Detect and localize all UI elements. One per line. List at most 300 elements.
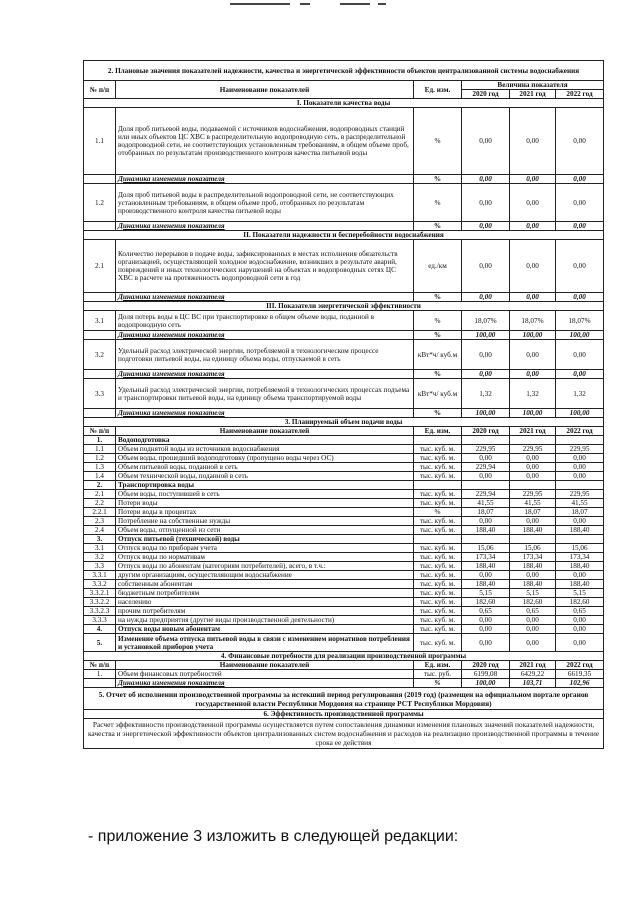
- value-cell: 188,40: [510, 526, 556, 535]
- dynamics-value: 0,00: [510, 175, 556, 184]
- value-cell: 0,00: [556, 340, 604, 370]
- subsection-title: I. Показатели качества воды: [84, 99, 604, 108]
- indicator-row: [84, 340, 604, 370]
- value-cell: 6619,35: [556, 670, 604, 679]
- text-row: [84, 719, 604, 749]
- row-number: 3.3: [84, 379, 116, 409]
- value-cell: 0,65: [556, 607, 604, 616]
- indicator-name: Удельный расход электрической энергии, потребляемой в технологических процессах подъема и транспортировки питьевой воды, на единицу объема транспортируемой воды: [116, 379, 414, 409]
- indicator-name: бюджетным потребителям: [116, 589, 414, 598]
- value-cell: [462, 535, 510, 544]
- dynamics-label: Динамика изменения показателя: [116, 293, 414, 302]
- value-cell: 5,15: [556, 589, 604, 598]
- header-year: 2021 год: [510, 661, 556, 670]
- dynamics-value: 0,00: [462, 222, 510, 231]
- value-cell: 0,00: [510, 454, 556, 463]
- value-cell: [556, 481, 604, 490]
- dynamics-row: [84, 370, 604, 379]
- row-number: 1.2: [84, 184, 116, 222]
- section-6-text: Расчет эффективности производственной программы осуществляется путем сопоставления динамики изменения плановых значений показателей надежности, качества и энергетической эффективности объектов централизованных систем водоснабжения и расходов на реализацию производственной программы в течение срока ее действия: [84, 719, 604, 749]
- indicator-name: Количество перерывов в подаче воды, зафиксированных в местах исполнения обязательств организацией, осуществляющей холодное водоснабжение, возникших в результате аварий, повреждений и иных технологических нарушений на объектах и водопроводных сетях ЦС ХВС в расчете на протяженность водопроводной сети в год: [116, 240, 414, 293]
- value-cell: 41,55: [510, 499, 556, 508]
- section-3-title: 3. Планируемый объем подачи воды: [84, 418, 604, 427]
- value-cell: 15,06: [510, 544, 556, 553]
- value-cell: 229,95: [462, 445, 510, 454]
- indicator-name: Доля проб питьевой воды, подаваемой с источников водоснабжения, водопроводных станций или иных объектов ЦС ХВС в распределительную водопроводную сеть, в распределительной водопроводной сети, не соответствующих установленным требованиям, в общем объеме проб, отобранных по результатам производственного контроля качества питьевой воды: [116, 108, 414, 175]
- value-cell: 0,00: [556, 517, 604, 526]
- dynamics-value: 0,00: [556, 175, 604, 184]
- value-cell: 0,00: [510, 340, 556, 370]
- unit-cell: тыс. куб. м.: [414, 490, 462, 499]
- row-number: 1.1: [84, 108, 116, 175]
- value-cell: 41,55: [556, 499, 604, 508]
- value-cell: 0,00: [462, 240, 510, 293]
- volume-row: [84, 589, 604, 598]
- value-cell: 229,95: [556, 490, 604, 499]
- row-number: 4.: [84, 625, 116, 634]
- volume-row: [84, 544, 604, 553]
- value-cell: 1,32: [510, 379, 556, 409]
- header-year: 2022 год: [556, 427, 604, 436]
- row-number: 3.1: [84, 311, 116, 331]
- header-name: Наименование показателей: [116, 427, 414, 436]
- indicator-name: Транспортировка воды: [116, 481, 414, 490]
- dynamics-value: 0,00: [556, 293, 604, 302]
- value-cell: 0,00: [462, 571, 510, 580]
- unit-cell: %: [414, 222, 462, 231]
- indicator-name: Потребление на собственные нужды: [116, 517, 414, 526]
- volume-row: [84, 571, 604, 580]
- value-cell: [510, 535, 556, 544]
- value-cell: 100,00: [462, 679, 510, 688]
- dynamics-value: 0,00: [510, 293, 556, 302]
- unit-cell: тыс. куб. м.: [414, 616, 462, 625]
- row-number: 3.3.2: [84, 580, 116, 589]
- indicator-name: Объем воды, прошедший водоподготовку (пропущено воды через ОС): [116, 454, 414, 463]
- unit-cell: %: [414, 370, 462, 379]
- indicator-name: Водоподготовка: [116, 436, 414, 445]
- value-cell: 188,40: [556, 526, 604, 535]
- value-cell: 229,95: [556, 445, 604, 454]
- section-title-row: [84, 652, 604, 661]
- value-cell: 0,00: [510, 616, 556, 625]
- dynamics-value: 100,00: [462, 409, 510, 418]
- dynamics-value: 0,00: [556, 222, 604, 231]
- value-cell: 229,95: [510, 490, 556, 499]
- volume-row: [84, 472, 604, 481]
- indicator-name: Объем поднятой воды из источников водоснабжения: [116, 445, 414, 454]
- dynamics-value: 0,00: [556, 370, 604, 379]
- value-cell: [556, 535, 604, 544]
- value-cell: 0,00: [510, 625, 556, 634]
- value-cell: 18,07: [510, 508, 556, 517]
- section-title-row: [84, 710, 604, 719]
- unit-cell: кВт*ч/ куб.м: [414, 379, 462, 409]
- volume-row: [84, 436, 604, 445]
- value-cell: 188,40: [462, 526, 510, 535]
- value-cell: [510, 436, 556, 445]
- dynamics-value: 0,00: [462, 293, 510, 302]
- row-number: 3.3.2.1: [84, 589, 116, 598]
- header-unit: Ед. изм.: [414, 81, 462, 99]
- value-cell: 5,15: [510, 589, 556, 598]
- value-cell: 188,40: [510, 580, 556, 589]
- unit-cell: тыс. куб. м.: [414, 598, 462, 607]
- volume-row: [84, 517, 604, 526]
- value-cell: [462, 436, 510, 445]
- unit-cell: [414, 436, 462, 445]
- indicator-name: Отпуск воды новым абонентам: [116, 625, 414, 634]
- header-name: Наименование показателей: [116, 81, 414, 99]
- unit-cell: %: [414, 331, 462, 340]
- indicator-row: [84, 379, 604, 409]
- unit-cell: тыс. руб.: [414, 670, 462, 679]
- value-cell: 15,06: [556, 544, 604, 553]
- unit-cell: %: [414, 679, 462, 688]
- header-values: Величина показателя: [462, 81, 604, 90]
- value-cell: 18,07%: [462, 311, 510, 331]
- dynamics-value: 100,00: [556, 409, 604, 418]
- value-cell: [556, 436, 604, 445]
- empty-cell: [84, 370, 116, 379]
- header-year: 2020 год: [462, 90, 510, 99]
- indicator-name: Отпуск воды по нормативам: [116, 553, 414, 562]
- value-cell: 15,06: [462, 544, 510, 553]
- dynamics-value: 0,00: [510, 222, 556, 231]
- value-cell: 5,15: [462, 589, 510, 598]
- indicator-name: Отпуск воды по приборам учета: [116, 544, 414, 553]
- unit-cell: кВт*ч/ куб.м: [414, 340, 462, 370]
- value-cell: 0,00: [510, 634, 556, 652]
- row-number: 2.: [84, 481, 116, 490]
- unit-cell: тыс. куб. м.: [414, 445, 462, 454]
- unit-cell: тыс. куб. м.: [414, 634, 462, 652]
- row-number: 3.2: [84, 340, 116, 370]
- row-number: 1.2: [84, 454, 116, 463]
- value-cell: 18,07: [462, 508, 510, 517]
- indicator-name: населению: [116, 598, 414, 607]
- row-number: 1.4: [84, 472, 116, 481]
- header-no: № п/п: [84, 661, 116, 670]
- value-cell: 0,00: [462, 340, 510, 370]
- section-5-title: 5. Отчет об исполнении производственной программы за истекший период регулирования (2019 год) (размещен на официальном портале органов государственной власти Республики Мордовия на странице РСТ Республики Мордовия): [84, 688, 604, 710]
- row-number: 3.3: [84, 562, 116, 571]
- section-6-title: 6. Эффективность производственной программы: [84, 710, 604, 719]
- header-unit: Ед. изм.: [414, 661, 462, 670]
- volume-row: [84, 463, 604, 472]
- row-number: 2.4: [84, 526, 116, 535]
- dynamics-row: [84, 409, 604, 418]
- value-cell: 173,34: [556, 553, 604, 562]
- main-table: [83, 60, 604, 749]
- row-number: 3.1: [84, 544, 116, 553]
- indicator-name: Потери воды в процентах: [116, 508, 414, 517]
- indicator-name: прочим потребителям: [116, 607, 414, 616]
- header-unit: Ед. изм.: [414, 427, 462, 436]
- volume-row: [84, 562, 604, 571]
- section-title-row: [84, 61, 604, 81]
- row-number: 5.: [84, 634, 116, 652]
- indicator-name: Изменение объема отпуска питьевой воды в связи с изменением нормативов потребления и установкой приборов учета: [116, 634, 414, 652]
- indicator-name: собственным абонентам: [116, 580, 414, 589]
- value-cell: [462, 481, 510, 490]
- header-year: 2020 год: [462, 427, 510, 436]
- value-cell: 0,00: [462, 184, 510, 222]
- indicator-name: Объем воды, отпущенной из сети: [116, 526, 414, 535]
- value-cell: [510, 481, 556, 490]
- value-cell: 0,00: [462, 625, 510, 634]
- indicator-name: Объем технической воды, поданной в сеть: [116, 472, 414, 481]
- header-year: 2020 год: [462, 661, 510, 670]
- unit-cell: %: [414, 293, 462, 302]
- row-number: 3.3.1: [84, 571, 116, 580]
- value-cell: 0,00: [510, 108, 556, 175]
- header-year: 2022 год: [556, 90, 604, 99]
- section-title-row: [84, 418, 604, 427]
- indicator-name: Отпуск питьевой (технической) воды: [116, 535, 414, 544]
- value-cell: 0,65: [462, 607, 510, 616]
- header-year: 2021 год: [510, 90, 556, 99]
- unit-cell: тыс. куб. м.: [414, 562, 462, 571]
- row-number: 3.3.3: [84, 616, 116, 625]
- unit-cell: тыс. куб. м.: [414, 544, 462, 553]
- value-cell: 182,60: [462, 598, 510, 607]
- value-cell: 0,00: [462, 517, 510, 526]
- value-cell: 0,00: [556, 184, 604, 222]
- value-cell: 188,40: [556, 562, 604, 571]
- value-cell: 188,40: [556, 580, 604, 589]
- value-cell: 173,34: [510, 553, 556, 562]
- dynamics-label: Динамика изменения показателя: [116, 222, 414, 231]
- volume-row: [84, 499, 604, 508]
- value-cell: 0,00: [510, 472, 556, 481]
- volume-row: [84, 598, 604, 607]
- header-row: [84, 427, 604, 436]
- value-cell: 102,96: [556, 679, 604, 688]
- empty-cell: [84, 409, 116, 418]
- value-cell: 0,00: [556, 240, 604, 293]
- row-number: 1.3: [84, 463, 116, 472]
- dynamics-value: 0,00: [462, 175, 510, 184]
- document-sheet: [83, 60, 603, 749]
- section-title-row: [84, 688, 604, 710]
- dynamics-row: [84, 175, 604, 184]
- value-cell: 0,00: [510, 240, 556, 293]
- value-cell: 188,40: [510, 562, 556, 571]
- indicator-name: Доля потерь воды в ЦС ВС при транспортировке в общем объеме воды, поданной в водопроводную сеть: [116, 311, 414, 331]
- header-name: Наименование показателей: [116, 661, 414, 670]
- unit-cell: тыс. куб. м.: [414, 580, 462, 589]
- row-number: 3.3.2.3: [84, 607, 116, 616]
- indicator-name: Объем воды, поступившей в сеть: [116, 490, 414, 499]
- scan-top-marks: [0, 0, 640, 10]
- indicator-row: [84, 108, 604, 175]
- dynamics-value: 100,00: [510, 331, 556, 340]
- unit-cell: %: [414, 184, 462, 222]
- value-cell: 6199,08: [462, 670, 510, 679]
- value-cell: 0,00: [556, 108, 604, 175]
- dynamics-row: [84, 293, 604, 302]
- header-year: 2021 год: [510, 427, 556, 436]
- value-cell: 18,07: [556, 508, 604, 517]
- unit-cell: тыс. куб. м.: [414, 499, 462, 508]
- dynamics-label: Динамика изменения показателя: [116, 175, 414, 184]
- value-cell: 1,32: [462, 379, 510, 409]
- indicator-row: [84, 240, 604, 293]
- volume-row: [84, 634, 604, 652]
- value-cell: 0,00: [510, 184, 556, 222]
- dynamics-row: [84, 331, 604, 340]
- value-cell: 0,00: [556, 454, 604, 463]
- value-cell: 229,94: [462, 490, 510, 499]
- value-cell: 182,60: [556, 598, 604, 607]
- section-4-title: 4. Финансовые потребности для реализации производственной программы: [84, 652, 604, 661]
- subsection-title: II. Показатели надежности и бесперебойности водоснабжения: [84, 231, 604, 240]
- indicator-name: Удельный расход электрической энергии, потребляемой в технологическом процессе подготовки питьевой воды, на единицу объема воды, отпускаемой в сеть: [116, 340, 414, 370]
- value-cell: 0,00: [556, 472, 604, 481]
- value-cell: 0,00: [556, 634, 604, 652]
- volume-row: [84, 454, 604, 463]
- unit-cell: тыс. куб. м.: [414, 454, 462, 463]
- unit-cell: %: [414, 175, 462, 184]
- dynamics-row: [84, 222, 604, 231]
- empty-cell: [84, 222, 116, 231]
- value-cell: 188,40: [462, 562, 510, 571]
- value-cell: 0,00: [462, 472, 510, 481]
- value-cell: 18,07%: [510, 311, 556, 331]
- dynamics-value: 100,00: [510, 409, 556, 418]
- volume-row: [84, 607, 604, 616]
- indicator-row: [84, 184, 604, 222]
- volume-row: [84, 445, 604, 454]
- section-subtitle-row: [84, 231, 604, 240]
- indicator-name: Динамика изменения показателя: [116, 679, 414, 688]
- value-cell: 0,00: [556, 463, 604, 472]
- indicator-name: Доля проб питьевой воды в распределительной водопроводной сети, не соответствующих установленным требованиям, в общем объеме проб, отобранных по результатам производственного контроля качества питьевой воды: [116, 184, 414, 222]
- header-row: [84, 81, 604, 90]
- row-number: 2.3: [84, 517, 116, 526]
- indicator-row: [84, 311, 604, 331]
- unit-cell: %: [414, 108, 462, 175]
- row-number: 2.1: [84, 490, 116, 499]
- volume-row: [84, 526, 604, 535]
- row-number: 2.1: [84, 240, 116, 293]
- subsection-title: III. Показатели энергетической эффективности: [84, 302, 604, 311]
- unit-cell: %: [414, 508, 462, 517]
- row-number: 3.: [84, 535, 116, 544]
- dynamics-value: 100,00: [462, 331, 510, 340]
- row-number: 1.1: [84, 445, 116, 454]
- dynamics-value: 0,00: [510, 370, 556, 379]
- volume-row: [84, 580, 604, 589]
- unit-cell: тыс. куб. м.: [414, 625, 462, 634]
- unit-cell: тыс. куб. м.: [414, 553, 462, 562]
- value-cell: 0,65: [510, 607, 556, 616]
- indicator-name: другим организациям, осуществляющим водоснабжение: [116, 571, 414, 580]
- value-cell: 0,00: [462, 108, 510, 175]
- section-subtitle-row: [84, 99, 604, 108]
- row-number: 1.: [84, 670, 116, 679]
- dynamics-value: 100,00: [556, 331, 604, 340]
- value-cell: 103,71: [510, 679, 556, 688]
- unit-cell: тыс. куб. м.: [414, 607, 462, 616]
- volume-row: [84, 508, 604, 517]
- row-number: 2.2: [84, 499, 116, 508]
- value-cell: 1,32: [556, 379, 604, 409]
- value-cell: 0,00: [462, 454, 510, 463]
- volume-row: [84, 490, 604, 499]
- volume-row: [84, 553, 604, 562]
- header-row: [84, 661, 604, 670]
- unit-cell: %: [414, 409, 462, 418]
- empty-cell: [84, 293, 116, 302]
- value-cell: 0,00: [510, 463, 556, 472]
- value-cell: 173,34: [462, 553, 510, 562]
- header-year: 2022 год: [556, 661, 604, 670]
- value-cell: 6429,22: [510, 670, 556, 679]
- row-number: 3.2: [84, 553, 116, 562]
- value-cell: 18,07%: [556, 311, 604, 331]
- value-cell: 0,00: [510, 517, 556, 526]
- empty-cell: [84, 175, 116, 184]
- footer-instruction: - приложение 3 изложить в следующей редакции:: [88, 828, 459, 845]
- value-cell: 229,95: [510, 445, 556, 454]
- indicator-name: Объем питьевой воды, поданной в сеть: [116, 463, 414, 472]
- row-number: [84, 679, 116, 688]
- section-2-title: 2. Плановые значения показателей надежности, качества и энергетической эффективности объектов централизованной системы водоснабжения: [84, 61, 604, 81]
- unit-cell: тыс. куб. м.: [414, 589, 462, 598]
- volume-row: [84, 481, 604, 490]
- dynamics-value: 0,00: [462, 370, 510, 379]
- indicator-name: Объем финансовых потребностей: [116, 670, 414, 679]
- value-cell: 229,94: [462, 463, 510, 472]
- indicator-name: на нужды предприятия (другие виды производственной деятельности): [116, 616, 414, 625]
- value-cell: 0,00: [462, 634, 510, 652]
- dynamics-label: Динамика изменения показателя: [116, 409, 414, 418]
- value-cell: 0,00: [462, 616, 510, 625]
- header-no: № п/п: [84, 427, 116, 436]
- value-cell: 0,00: [510, 571, 556, 580]
- dynamics-label: Динамика изменения показателя: [116, 331, 414, 340]
- finance-row: [84, 679, 604, 688]
- value-cell: 182,60: [510, 598, 556, 607]
- unit-cell: ед./км: [414, 240, 462, 293]
- indicator-name: Отпуск воды по абонентам (категориям потребителей), всего, в т.ч.:: [116, 562, 414, 571]
- unit-cell: [414, 481, 462, 490]
- row-number: 1.: [84, 436, 116, 445]
- unit-cell: тыс. куб. м.: [414, 526, 462, 535]
- row-number: 2.2.1: [84, 508, 116, 517]
- unit-cell: [414, 535, 462, 544]
- volume-row: [84, 616, 604, 625]
- row-number: 3.3.2.2: [84, 598, 116, 607]
- value-cell: 0,00: [556, 625, 604, 634]
- indicator-name: Потери воды: [116, 499, 414, 508]
- header-no: № п/п: [84, 81, 116, 99]
- unit-cell: тыс. куб. м.: [414, 463, 462, 472]
- empty-cell: [84, 331, 116, 340]
- unit-cell: тыс. куб. м.: [414, 571, 462, 580]
- section-subtitle-row: [84, 302, 604, 311]
- unit-cell: тыс. куб. м.: [414, 472, 462, 481]
- value-cell: 188,40: [462, 580, 510, 589]
- value-cell: 41,55: [462, 499, 510, 508]
- value-cell: 0,00: [556, 571, 604, 580]
- value-cell: 0,00: [556, 616, 604, 625]
- unit-cell: тыс. куб. м.: [414, 517, 462, 526]
- volume-row: [84, 535, 604, 544]
- unit-cell: %: [414, 311, 462, 331]
